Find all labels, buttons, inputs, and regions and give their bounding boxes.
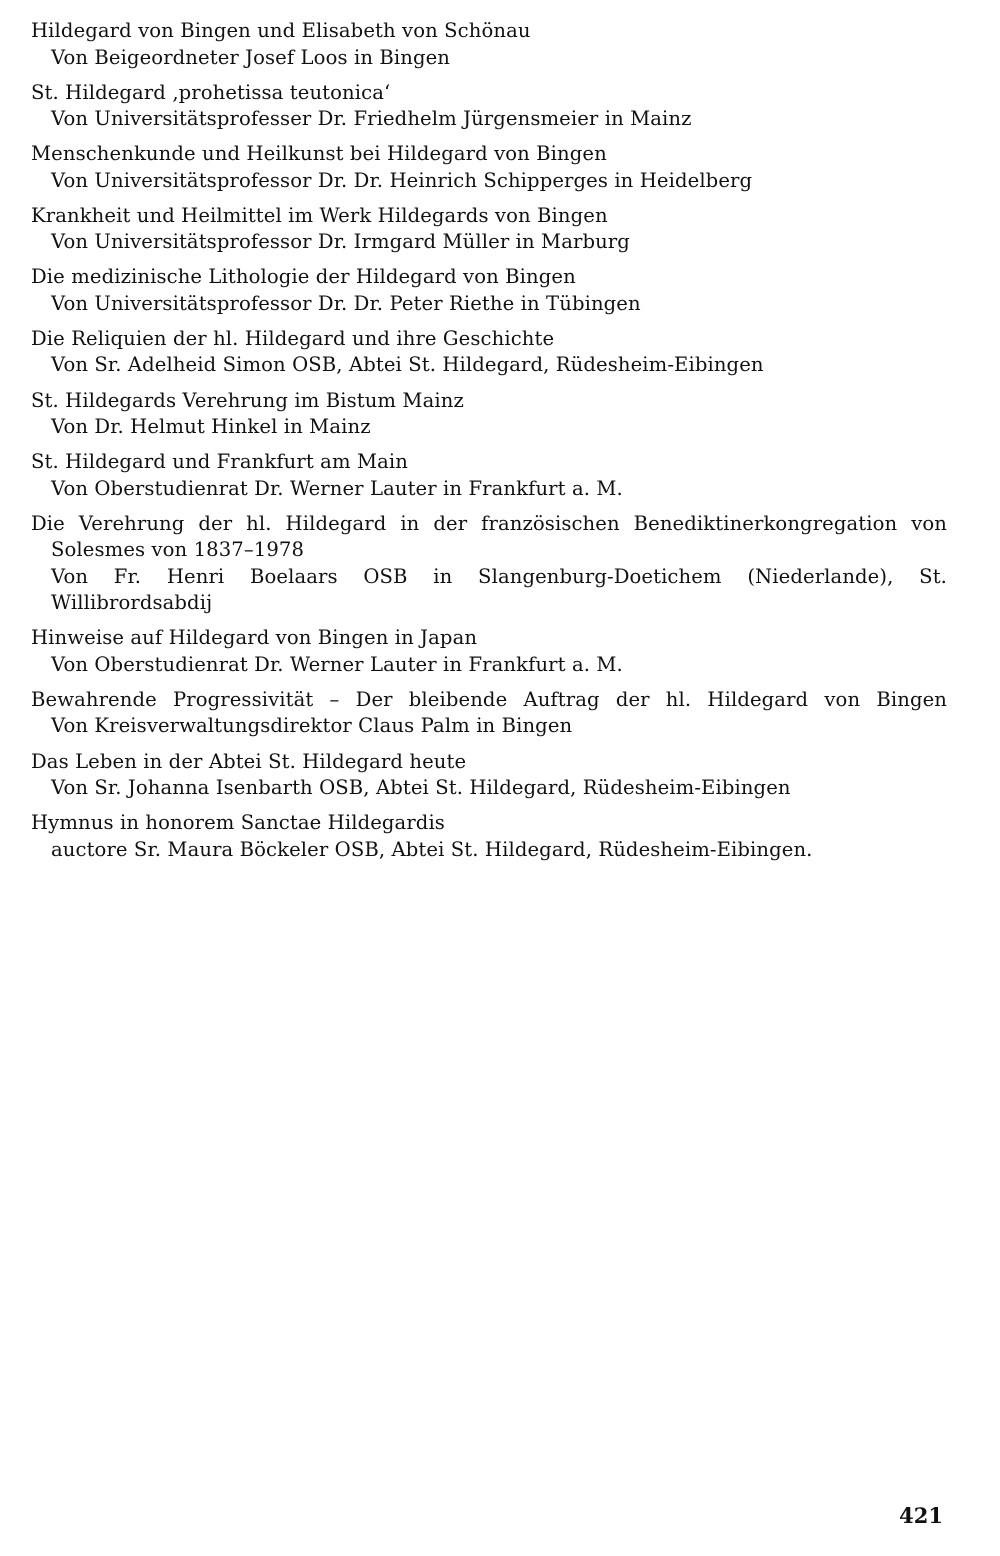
entry-title: Hinweise auf Hildegard von Bingen in Japan: [31, 626, 478, 650]
entry-title: St. Hildegard ‚prohetissa teutonica‘: [31, 80, 391, 104]
entry-title: Menschenkunde und Heilkunst bei Hildegard von Bingen: [31, 142, 607, 166]
table-of-contents: [31, 18, 947, 872]
entry-title: St. Hildegards Verehrung im Bistum Mainz: [31, 388, 464, 412]
toc-entry-13: [31, 810, 947, 863]
entry-author: Von Sr. Adelheid Simon OSB, Abtei St. Hildegard, Rüdesheim-Eibingen: [51, 353, 764, 377]
entry-title: Die Reliquien der hl. Hildegard und ihre Geschichte: [31, 326, 555, 350]
entry-title: Die Verehrung der hl. Hildegard in der französischen Benediktinerkongregation von Solesmes von 1837–1978: [31, 511, 947, 562]
entry-author: Von Oberstudienrat Dr. Werner Lauter in Frankfurt a. M.: [51, 476, 623, 500]
page-number: 421: [899, 1503, 943, 1528]
toc-entry-3: [31, 141, 947, 194]
toc-entry-9: [31, 511, 947, 617]
entry-author: Von Sr. Johanna Isenbarth OSB, Abtei St. Hildegard, Rüdesheim-Eibingen: [51, 776, 791, 800]
toc-entry-7: [31, 388, 947, 441]
entry-author: Von Universitätsprofessor Dr. Irmgard Müller in Marburg: [51, 230, 630, 254]
entry-author: auctore Sr. Maura Böckeler OSB, Abtei St. Hildegard, Rüdesheim-Eibingen.: [51, 837, 813, 861]
toc-entry-12: [31, 749, 947, 802]
entry-author: Von Fr. Henri Boelaars OSB in Slangenburg-Doetichem (Niederlande), St. Willibrordsabdij: [51, 564, 947, 615]
toc-entry-1: [31, 18, 947, 71]
entry-title: Hymnus in honorem Sanctae Hildegardis: [31, 811, 445, 835]
toc-entry-11: [31, 687, 947, 740]
entry-author: Von Universitätsprofessor Dr. Dr. Peter Riethe in Tübingen: [51, 291, 641, 315]
entry-title: Die medizinische Lithologie der Hildegard von Bingen: [31, 265, 576, 289]
entry-author: Von Oberstudienrat Dr. Werner Lauter in Frankfurt a. M.: [51, 652, 623, 676]
entry-title: St. Hildegard und Frankfurt am Main: [31, 450, 408, 474]
toc-entry-6: [31, 326, 947, 379]
toc-entry-4: [31, 203, 947, 256]
entry-title: Hildegard von Bingen und Elisabeth von Schönau: [31, 19, 531, 42]
entry-title: Bewahrende Progressivität – Der bleibende Auftrag der hl. Hildegard von Bingen: [31, 687, 947, 711]
entry-author: Von Dr. Helmut Hinkel in Mainz: [51, 415, 371, 439]
toc-entry-5: [31, 264, 947, 317]
entry-title: Krankheit und Heilmittel im Werk Hildegards von Bingen: [31, 203, 608, 227]
entry-author: Von Universitätsprofessor Dr. Dr. Heinrich Schipperges in Heidelberg: [51, 168, 753, 192]
entry-author: Von Beigeordneter Josef Loos in Bingen: [51, 45, 451, 69]
entry-title: Das Leben in der Abtei St. Hildegard heute: [31, 749, 467, 773]
toc-entry-10: [31, 625, 947, 678]
toc-entry-2: [31, 80, 947, 133]
toc-entry-8: [31, 449, 947, 502]
entry-author: Von Universitätsprofesser Dr. Friedhelm Jürgensmeier in Mainz: [51, 107, 692, 131]
entry-author: Von Kreisverwaltungsdirektor Claus Palm in Bingen: [51, 714, 573, 738]
